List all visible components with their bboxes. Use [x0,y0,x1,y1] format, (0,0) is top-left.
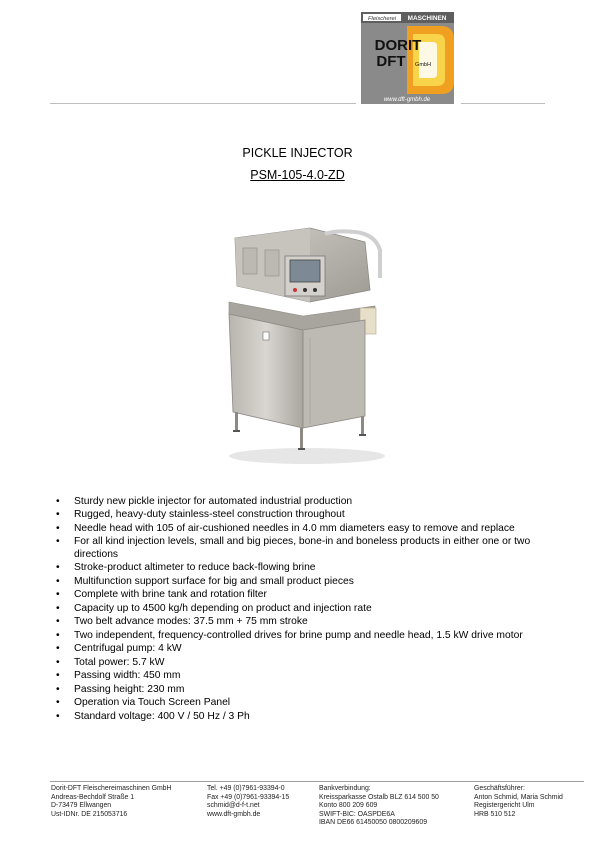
footer-phone: Tel. +49 (0)7961-93394-0 [207,785,285,792]
feature-list [56,496,536,724]
logo-word-dorit: DORIT [374,37,422,54]
list-item: • Capacity up to 4500 kg/h depending on product and injection rate [56,603,536,615]
list-item: • Two independent, frequency-controlled drives for brine pump and needle head, 1.5 kW drive motor [56,630,536,642]
footer-bank-name: Kreissparkasse Ostalb BLZ 614 500 50 [319,793,439,801]
logo-gmbh: GmbH [415,62,431,68]
logo-tag-right: MASCHINEN [407,15,447,22]
list-item: • Stroke-product altimeter to reduce back-flowing brine [56,562,536,574]
list-item: • Sturdy new pickle injector for automated industrial production [56,496,536,508]
product-title: PICKLE INJECTOR [242,146,353,160]
footer-management-heading: Geschäftsführer: [474,785,525,792]
list-item: • Passing width: 450 mm [56,670,536,682]
logo-word-dft: DFT [376,53,406,70]
footer-website-link[interactable]: www.dft-gmbh.de [207,810,261,818]
footer-register-number: HRB 510 512 [474,810,516,818]
footer-bank-iban: IBAN DE66 61450050 0800209609 [319,819,428,827]
list-item: • For all kind injection levels, small and big pieces, bone-in and boneless products in either one or two directions [56,536,536,561]
list-item: • Two belt advance modes: 37.5 mm + 75 mm stroke [56,616,536,628]
list-item: • Passing height: 230 mm [56,684,536,696]
footer-bank-account: Konto 800 209 609 [319,802,378,810]
logo-url: www.dft-gmbh.de [383,97,431,103]
footer-bank [319,785,439,828]
list-item: • Total power: 5.7 kW [56,657,536,669]
footer-fax: Fax +49 (0)7961-93394-15 [207,793,290,801]
list-item: • Standard voltage: 400 V / 50 Hz / 3 Ph [56,711,536,723]
footer-management-names: Anton Schmid, Maria Schmid [474,793,563,801]
footer-company-name: Dorit-DFT Fleischereimaschinen GmbH [51,785,172,792]
footer-register-court: Registergericht Ulm [474,802,535,810]
header-rule-right [461,103,545,104]
list-item: • Complete with brine tank and rotation filter [56,589,536,601]
list-item: • Rugged, heavy-duty stainless-steel construction throughout [56,509,536,521]
list-item: • Needle head with 105 of air-cushioned needles in 4.0 mm diameters easy to remove and replace [56,523,536,535]
footer-company-street: Andreas-Bechdolf Straße 1 [51,793,135,801]
footer-bank-swift: SWIFT-BIC: OASPDE6A [319,810,395,818]
footer-company-city: D-73479 Ellwangen [51,802,112,810]
footer-email-link[interactable]: schmid@d-f-t.net [207,802,260,810]
pickle-injector-machine-image [215,220,390,470]
product-model: PSM-105-4.0-ZD [250,168,345,182]
footer-contact [207,785,289,819]
company-logo [361,12,454,104]
header-rule-left [50,103,356,104]
list-item: • Centrifugal pump: 4 kW [56,643,536,655]
footer-company [51,785,172,819]
list-item: • Multifunction support surface for big and small product pieces [56,576,536,588]
list-item: • Operation via Touch Screen Panel [56,697,536,709]
footer-company-vat: Ust-IDNr. DE 215053716 [51,810,128,818]
footer-rule [50,781,584,782]
logo-tag-left: Fleischerei [367,15,397,22]
footer-management [474,785,563,819]
footer-bank-heading: Bankverbindung: [319,785,371,792]
